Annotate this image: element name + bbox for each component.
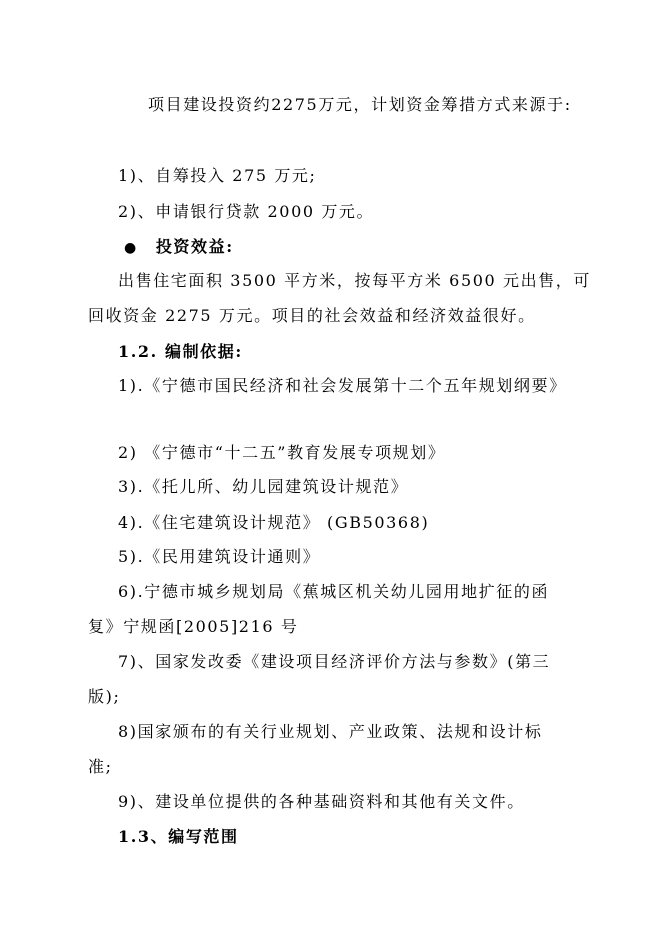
- funding-item-2: 2)、申请银行贷款 2000 万元。: [118, 202, 375, 221]
- benefit-text-line-1: 出售住宅面积 3500 平方米，按每平方米 6500 元出售，可: [118, 271, 591, 290]
- funding-intro: 项目建设投资约2275万元，计划资金筹措方式来源于:: [148, 95, 572, 114]
- basis-item: 1).《宁德市国民经济和社会发展第十二个五年规划纲要》: [118, 376, 567, 395]
- basis-item: 9)、建设单位提供的各种基础资料和其他有关文件。: [118, 792, 525, 811]
- basis-item: 8)国家颁布的有关行业规划、产业政策、法规和设计标: [118, 722, 543, 741]
- section-1-3-heading: 1.3、编写范围: [118, 827, 239, 846]
- basis-item-continuation: 复》宁规函[2005]216 号: [88, 617, 299, 636]
- basis-item: 7)、国家发改委《建设项目经济评价方法与参数》(第三: [118, 652, 551, 671]
- benefit-text-line-2: 回收资金 2275 万元。项目的社会效益和经济效益很好。: [88, 306, 536, 325]
- basis-item: 3).《托儿所、幼儿园建筑设计规范》: [118, 477, 409, 496]
- basis-item: 5).《民用建筑设计通则》: [118, 547, 321, 566]
- benefit-heading-row: [124, 236, 234, 259]
- section-1-2-heading: 1.2. 编制依据:: [118, 342, 243, 361]
- basis-item: 2) 《宁德市“十二五”教育发展专项规划》: [118, 443, 446, 462]
- basis-item: 4).《住宅建筑设计规范》 (GB50368): [118, 513, 430, 532]
- funding-item-1: 1)、自筹投入 275 万元;: [118, 166, 317, 185]
- basis-item-continuation: 版);: [88, 687, 121, 706]
- bullet-icon: ●: [124, 240, 138, 256]
- basis-item-continuation: 准;: [88, 757, 113, 776]
- benefit-heading: 投资效益:: [155, 237, 234, 256]
- basis-item: 6).宁德市城乡规划局《蕉城区机关幼儿园用地扩征的函: [118, 582, 550, 601]
